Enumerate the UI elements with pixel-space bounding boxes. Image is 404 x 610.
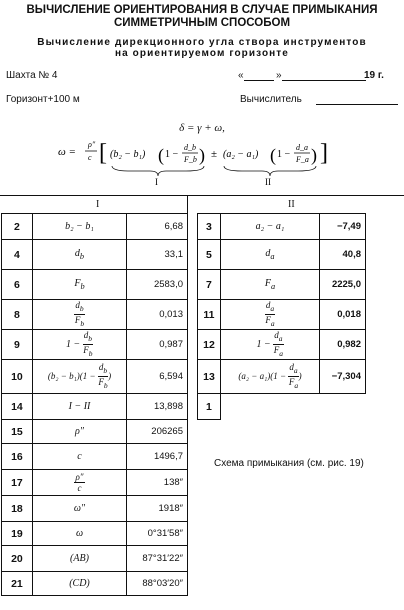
left-row-value: 0,013 <box>127 300 188 330</box>
right-row-value: 40,8 <box>320 240 366 270</box>
right-row-expression: (a₂ − a₁)(1 − $\frac{d_a}{F_a}$ ) <box>220 360 319 394</box>
right-row-value: 0,982 <box>320 330 366 360</box>
left-row-number: 9 <box>2 330 33 360</box>
left-row <box>2 470 188 496</box>
right-row-number: 12 <box>198 330 221 360</box>
right-row-expression: $d_a$ <box>220 240 319 270</box>
right-row-number: 11 <box>198 300 221 330</box>
left-row-expression: $\frac{\rho''}{c}$ <box>32 470 126 496</box>
left-row-value: 33,1 <box>127 240 188 270</box>
calculator-line <box>316 104 398 105</box>
left-row-number: 20 <box>2 546 33 572</box>
right-row-expression <box>220 394 319 420</box>
omega-Fb: F_b <box>184 155 197 164</box>
right-row-number: 5 <box>198 240 221 270</box>
left-row <box>2 572 188 596</box>
left-row-number: 4 <box>2 240 33 270</box>
omega-formula-graphic <box>0 138 404 186</box>
right-row <box>198 360 366 394</box>
left-row-number: 2 <box>2 214 33 240</box>
mine-label: Шахта № 4 <box>6 70 58 81</box>
left-row <box>2 214 188 240</box>
omega-bracket-open: [ <box>99 140 107 166</box>
left-row-expression: (AB) <box>32 546 126 572</box>
group-2-label: II <box>265 177 271 186</box>
subtitle-line-2: на ориентируемом горизонте <box>115 48 289 59</box>
omega-paren-close-2: ) <box>311 145 317 165</box>
left-row-number: 8 <box>2 300 33 330</box>
left-row-value: 88°03′20″ <box>127 572 188 596</box>
scheme-note: Схема примыкания (см. рис. 19) <box>214 458 364 469</box>
left-row-number: 16 <box>2 444 33 470</box>
omega-one-1: 1 − <box>165 149 179 160</box>
brace-group-1 <box>112 166 204 176</box>
right-row <box>198 240 366 270</box>
left-row <box>2 300 188 330</box>
left-row-number: 6 <box>2 270 33 300</box>
column-header-left: I <box>96 199 100 210</box>
right-row <box>198 270 366 300</box>
right-row-value: 0,018 <box>320 300 366 330</box>
left-row-expression: (CD) <box>32 572 126 596</box>
right-row-number: 1 <box>198 394 221 420</box>
left-row <box>2 496 188 522</box>
right-row-value <box>320 394 366 420</box>
left-row <box>2 330 188 360</box>
left-row-expression: (b₂ − b₁)(1 − $\frac{d_b}{F_b}$ ) <box>32 360 126 394</box>
omega-c: c <box>88 153 92 162</box>
left-row-number: 14 <box>2 394 33 420</box>
omega-Fa: F_a <box>296 155 309 164</box>
right-row <box>198 300 366 330</box>
right-row <box>198 394 366 420</box>
left-row-number: 19 <box>2 522 33 546</box>
formula-omega <box>0 138 404 191</box>
left-row <box>2 240 188 270</box>
omega-paren-open-2: ( <box>270 145 276 165</box>
right-table <box>197 213 366 420</box>
formula-delta: δ = γ + ω, <box>179 122 225 134</box>
date-quote-close: » <box>276 70 282 81</box>
title-line-2: СИММЕТРИЧНЫМ СПОСОБОМ <box>113 17 291 29</box>
omega-paren-close-1: ) <box>199 145 205 165</box>
right-row-value: −7,304 <box>320 360 366 394</box>
left-row-value: 138″ <box>127 470 188 496</box>
omega-a-term: (a₂ − a₁) <box>223 149 259 160</box>
right-row-value: −7,49 <box>320 214 366 240</box>
omega-db: d_b <box>184 143 196 152</box>
left-table <box>1 213 188 596</box>
left-row <box>2 270 188 300</box>
left-row-number: 17 <box>2 470 33 496</box>
right-row-number: 13 <box>198 360 221 394</box>
left-row-expression: $d_b$ <box>32 240 126 270</box>
document-subtitle <box>0 37 404 59</box>
left-row-number: 10 <box>2 360 33 394</box>
columns-header-divider <box>187 195 188 213</box>
omega-pm: ± <box>211 148 218 160</box>
left-row-value: 87°31′22″ <box>127 546 188 572</box>
omega-b-term: (b₂ − b₁) <box>110 149 146 160</box>
right-table-body <box>198 214 366 420</box>
left-row-value: 1496,7 <box>127 444 188 470</box>
right-row-expression: $F_a$ <box>220 270 319 300</box>
left-row <box>2 420 188 444</box>
right-row <box>198 214 366 240</box>
brace-group-2 <box>224 166 316 176</box>
left-table-body <box>2 214 188 596</box>
left-row <box>2 444 188 470</box>
left-row-expression: ω″ <box>32 496 126 522</box>
left-row-expression: ρ″ <box>32 420 126 444</box>
right-row-expression: a₂ − a₁ <box>220 214 319 240</box>
left-row-number: 21 <box>2 572 33 596</box>
left-row <box>2 360 188 394</box>
left-row-expression: I − II <box>32 394 126 420</box>
right-row-expression: 1 − $\frac{d_a}{F_a}$ <box>220 330 319 360</box>
year-suffix: 19 г. <box>364 70 384 81</box>
left-row-value: 6,594 <box>127 360 188 394</box>
left-row-expression: b₂ − b₁ <box>32 214 126 240</box>
left-row <box>2 546 188 572</box>
left-row-expression: $\frac{d_b}{F_b}$ <box>32 300 126 330</box>
calculator-label: Вычислитель <box>240 94 302 105</box>
omega-da: d_a <box>296 143 308 152</box>
left-row-expression: c <box>32 444 126 470</box>
horizon-label: Горизонт+100 м <box>6 94 80 105</box>
right-row-expression: $\frac{d_a}{F_a}$ <box>220 300 319 330</box>
left-row-value: 206265 <box>127 420 188 444</box>
right-row <box>198 330 366 360</box>
left-row-expression: ω <box>32 522 126 546</box>
subtitle-line-1: Вычисление дирекционного угла створа инструментов <box>37 37 367 48</box>
document-title <box>0 4 404 30</box>
column-header-right: II <box>288 199 295 210</box>
omega-one-2: 1 − <box>277 149 291 160</box>
left-row-expression: $F_b$ <box>32 270 126 300</box>
left-row-value: 0,987 <box>127 330 188 360</box>
omega-paren-open-1: ( <box>158 145 164 165</box>
omega-rho: ρ″ <box>88 140 96 149</box>
left-row-value: 2583,0 <box>127 270 188 300</box>
date-month-line <box>282 80 366 81</box>
omega-prefix: ω = <box>58 146 76 158</box>
left-row-value: 1918″ <box>127 496 188 522</box>
left-row-expression: 1 − $\frac{d_b}{F_b}$ <box>32 330 126 360</box>
group-1-label: I <box>155 177 158 186</box>
columns-header-top-rule <box>0 195 404 196</box>
title-line-1: ВЫЧИСЛЕНИЕ ОРИЕНТИРОВАНИЯ В СЛУЧАЕ ПРИМЫКАНИЯ <box>26 4 378 16</box>
right-row-number: 7 <box>198 270 221 300</box>
left-row-number: 15 <box>2 420 33 444</box>
left-row <box>2 522 188 546</box>
date-day-line <box>244 80 274 81</box>
right-row-number: 3 <box>198 214 221 240</box>
date-quote-open: « <box>238 70 244 81</box>
left-row-value: 13,898 <box>127 394 188 420</box>
right-row-value: 2225,0 <box>320 270 366 300</box>
left-row <box>2 394 188 420</box>
left-row-value: 0°31′58″ <box>127 522 188 546</box>
left-row-value: 6,68 <box>127 214 188 240</box>
left-row-number: 18 <box>2 496 33 522</box>
omega-bracket-close: ] <box>320 140 328 166</box>
